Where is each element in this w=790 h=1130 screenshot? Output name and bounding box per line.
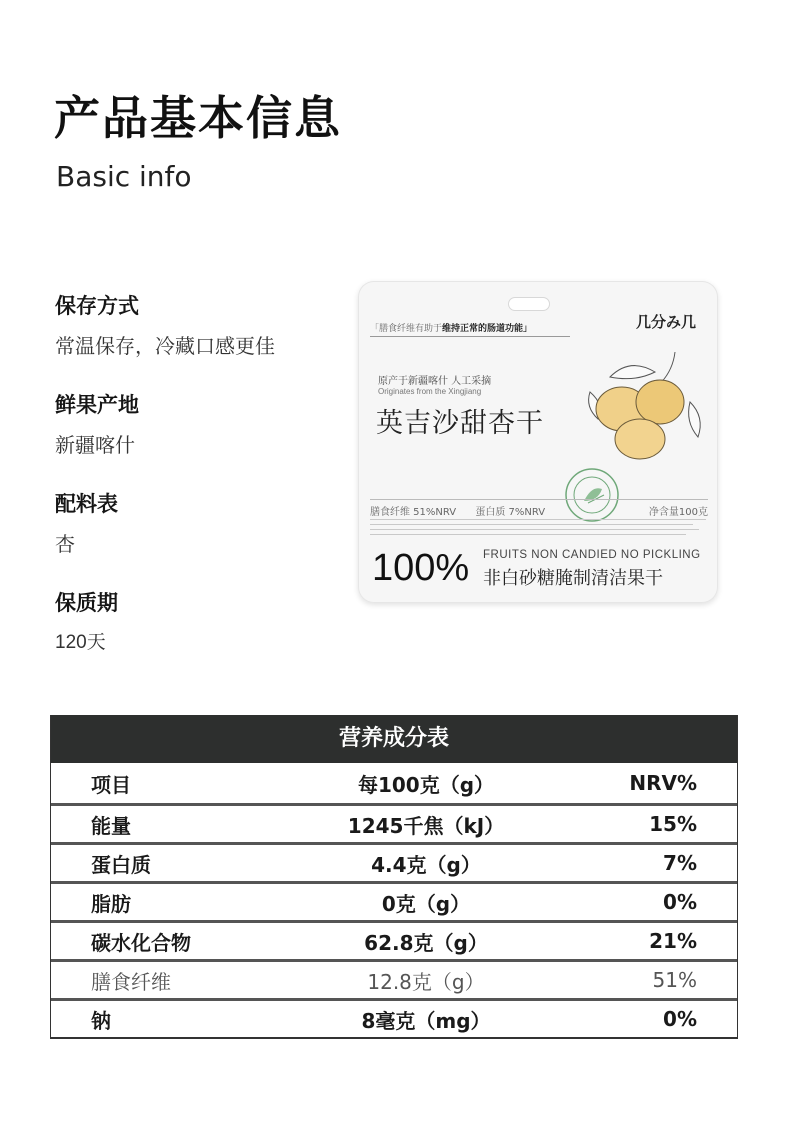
table-row — [51, 845, 737, 884]
package-slogan: 「膳食纤维有助于维持正常的肠道功能」 — [370, 321, 570, 337]
row-per100: 0克（g） — [381, 891, 471, 916]
column-header-nrv: NRV% — [629, 771, 697, 795]
spec-fiber: 膳食纤维 51%NRV — [370, 507, 457, 518]
table-row — [51, 962, 737, 1001]
package-origin-en: Originates from the Xingjiang — [378, 387, 482, 396]
row-nrv: 15% — [649, 812, 697, 836]
page-title: 产品基本信息 — [54, 91, 342, 145]
row-name: 蛋白质 — [91, 852, 151, 877]
table-row — [51, 923, 737, 962]
row-name: 钠 — [91, 1008, 111, 1033]
row-nrv: 21% — [649, 929, 697, 953]
row-per100: 8毫克（mg） — [361, 1008, 491, 1033]
row-per100: 4.4克（g） — [371, 852, 481, 877]
package-claim-cn: 非白砂糖腌制清洁果干 — [483, 568, 663, 589]
row-per100: 1245千焦（kJ） — [347, 813, 505, 838]
shelf-life-label: 保质期 — [55, 591, 118, 615]
row-per100: 12.8克（g） — [367, 969, 485, 994]
row-nrv: 51% — [652, 968, 697, 992]
row-name: 碳水化合物 — [91, 930, 191, 955]
package-fine-print — [370, 515, 706, 545]
nutrition-table-title: 营养成分表 — [51, 715, 737, 763]
package-brand-logo: 几分み几 — [635, 313, 696, 331]
storage-value: 常温保存，冷藏口感更佳 — [55, 334, 275, 358]
package-claim-en: FRUITS NON CANDIED NO PICKLING — [483, 549, 701, 561]
apricot-illustration-icon — [580, 347, 710, 467]
shelf-life-value: 120天 — [55, 632, 106, 653]
row-name: 能量 — [91, 813, 131, 838]
ingredients-value: 杏 — [55, 532, 75, 556]
row-nrv: 7% — [663, 851, 697, 875]
row-nrv: 0% — [663, 890, 697, 914]
package-product-name: 英吉沙甜杏干 — [376, 408, 544, 439]
row-name: 脂肪 — [91, 891, 131, 916]
table-header-row — [51, 763, 737, 806]
basic-info-list — [55, 290, 345, 684]
row-per100: 62.8克（g） — [364, 930, 488, 955]
row-nrv: 0% — [663, 1007, 697, 1031]
page-subtitle: Basic info — [56, 160, 192, 193]
nutrition-table — [50, 715, 738, 1039]
spec-protein: 蛋白质 7%NRV — [475, 507, 546, 518]
spec-net-weight: 净含量100克 — [648, 507, 708, 518]
column-header-per100: 每100克（g） — [357, 772, 495, 797]
table-row — [51, 806, 737, 845]
table-row — [51, 884, 737, 923]
row-name: 膳食纤维 — [91, 969, 171, 994]
package-100-percent: 100% — [372, 547, 470, 589]
package-origin: 原产于新疆喀什 人工采摘 — [378, 376, 492, 387]
storage-label: 保存方式 — [55, 294, 139, 318]
ingredients-label: 配料表 — [55, 492, 118, 516]
origin-value: 新疆喀什 — [55, 433, 135, 457]
product-package-image — [358, 281, 718, 603]
origin-label: 鲜果产地 — [55, 393, 139, 417]
column-header-item: 项目 — [91, 772, 131, 797]
package-hang-hole — [508, 297, 550, 311]
table-row — [51, 1001, 737, 1037]
